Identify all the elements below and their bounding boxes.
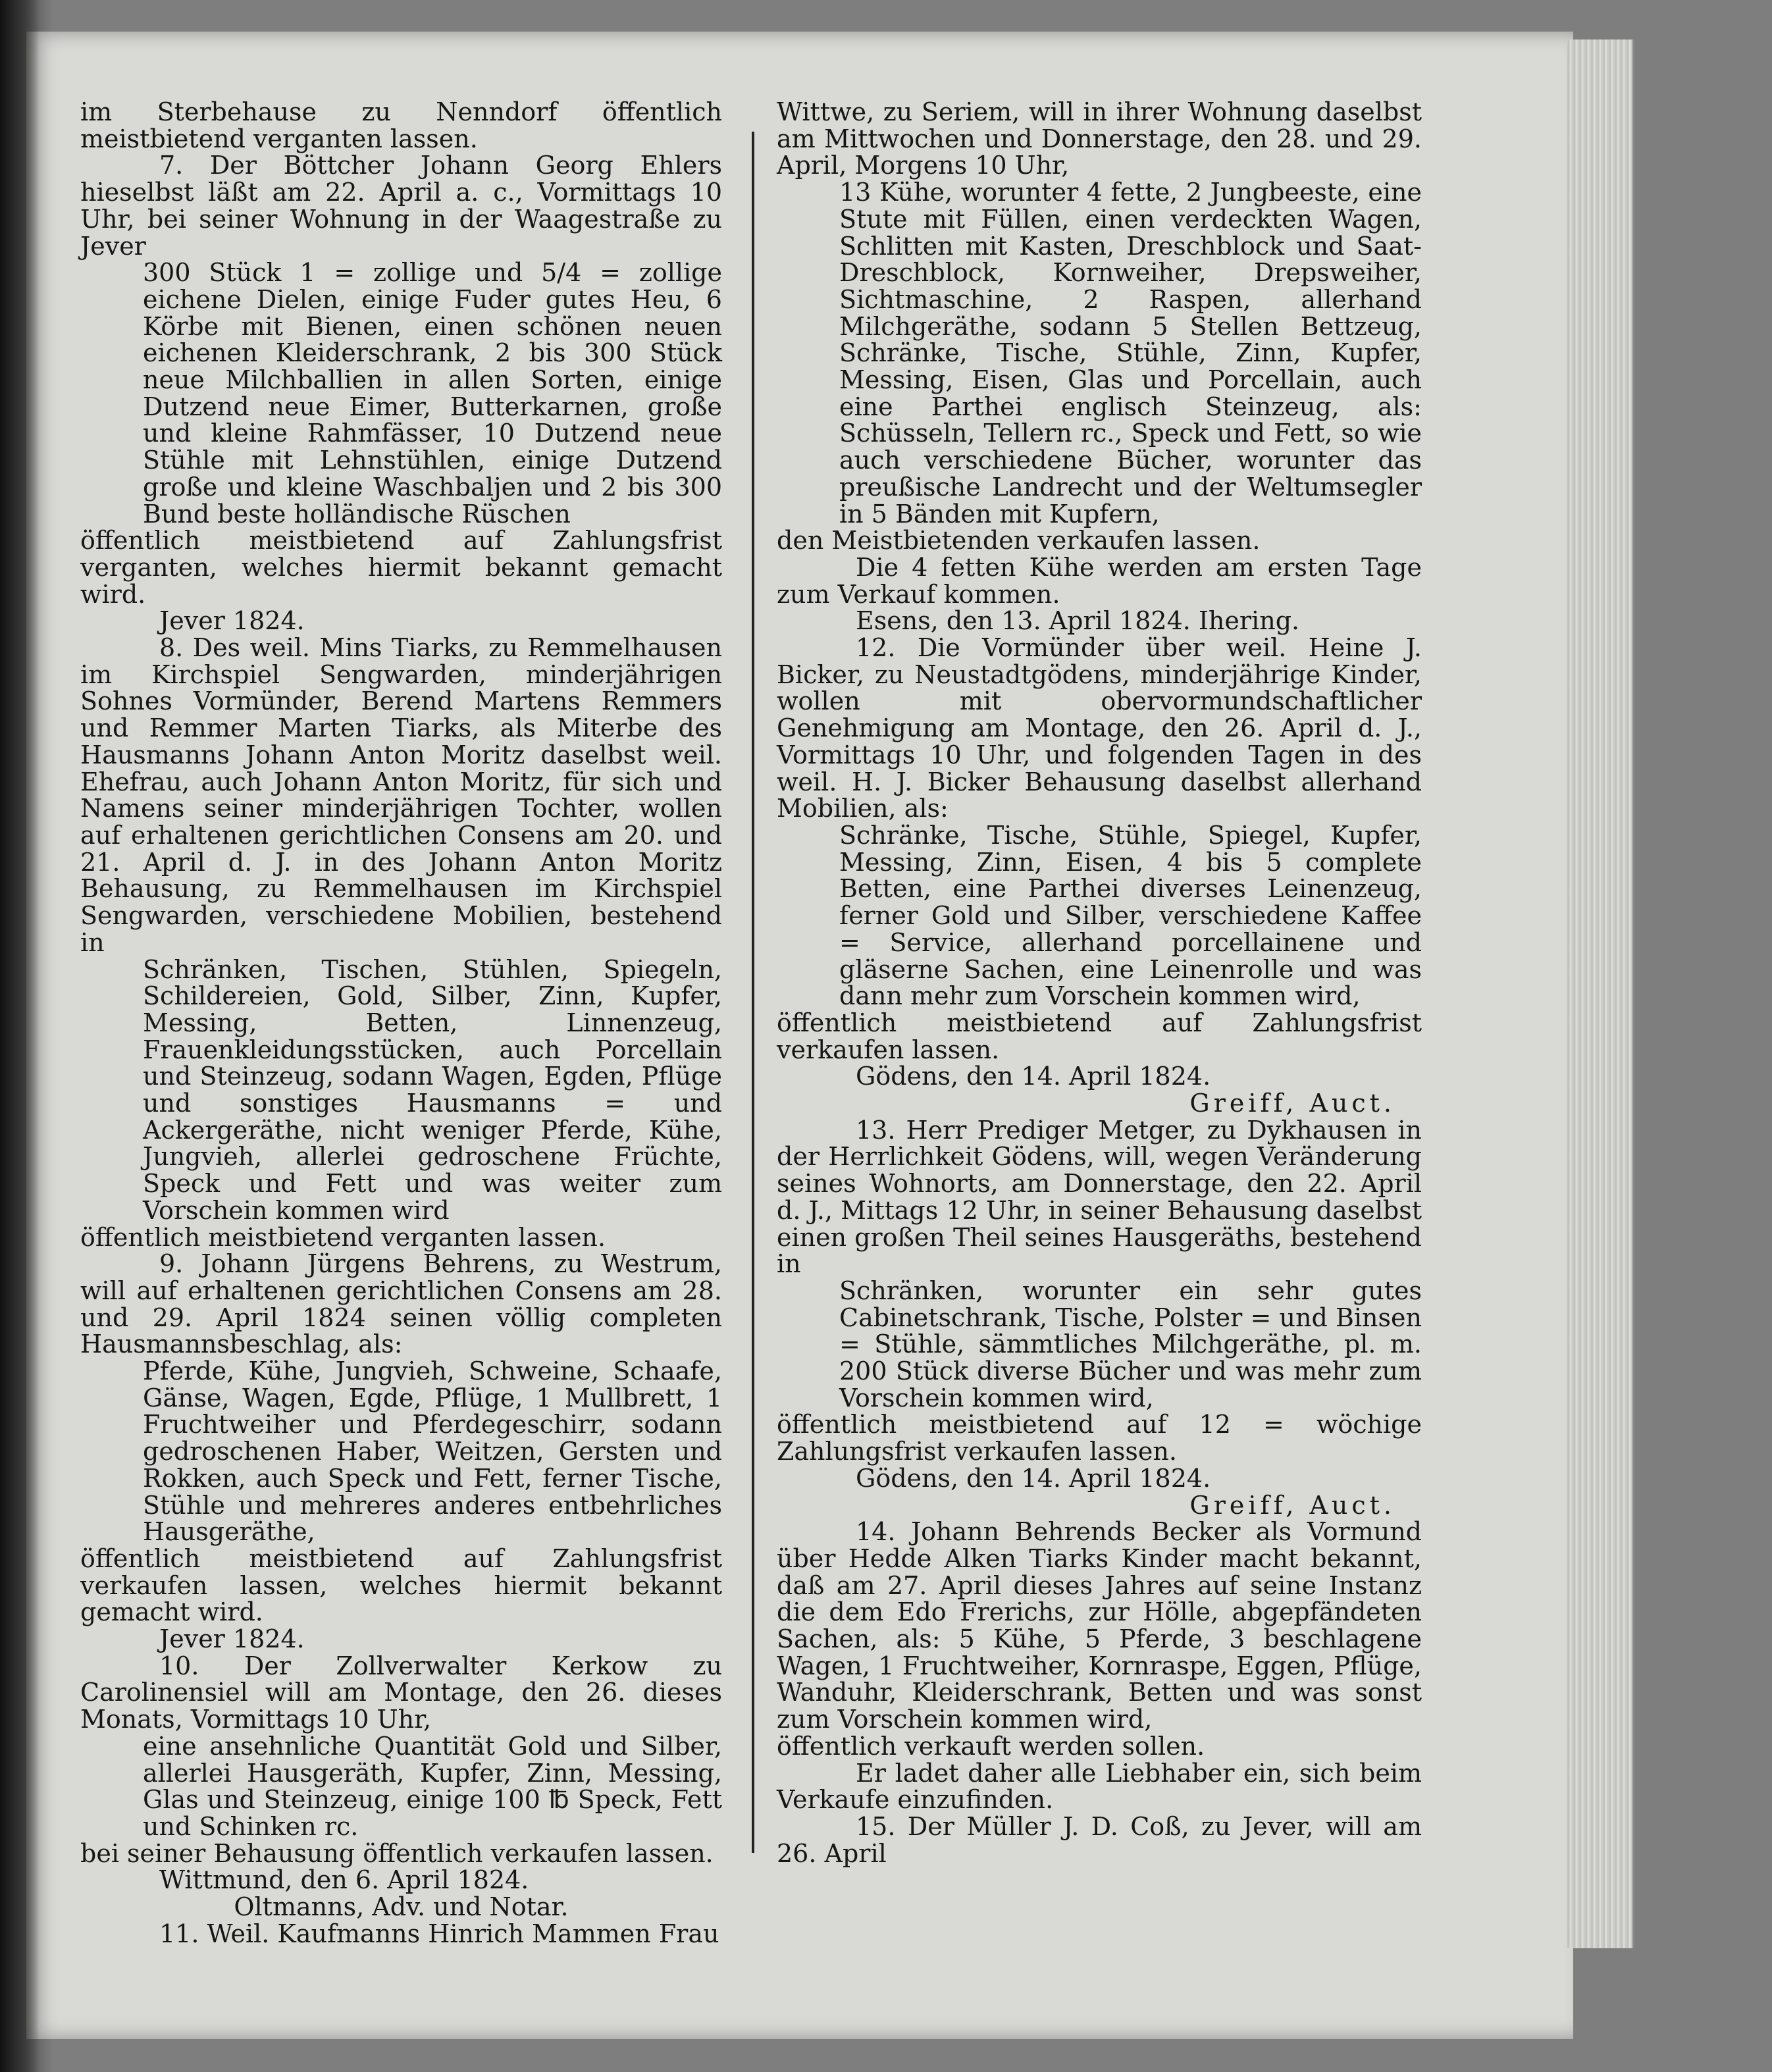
notice-paragraph: Er ladet daher alle Liebhaber ein, sich beim Verkaufe einzufinden.: [777, 1758, 1422, 1815]
notice-signature: Oltmanns, Adv. und Notar.: [234, 1892, 569, 1922]
notice-10-items: eine ansehnliche Quantität Gold und Silber, allerlei Hausgeräth, Kupfer, Zinn, Messing, Glas und Steinzeug, einige 100 ℔ Speck, Fett und Schinken rc.: [143, 1731, 722, 1841]
notice-11-intro: 11. Weil. Kaufmanns Hinrich Mammen Frau: [159, 1919, 719, 1948]
notice-signature: Greiff, Auct.: [1189, 1490, 1395, 1520]
notice-date-signature: Esens, den 13. April 1824. Ihering.: [856, 606, 1300, 636]
left-column: [80, 99, 722, 1948]
notice-7-items: 300 Stück 1 = zollige und 5/4 = zollige eichene Dielen, einige Fuder gutes Heu, 6 Körbe mit Bienen, einen schönen neuen eichenen Kleiderschrank, 2 bis 300 Stück neue Milchballien in allen Sorten, einige Dutzend neue Eimer, Butterkarnen, große und kleine Rahmfässer, 10 Dutzend neue Stühle mit Lehnstühlen, einige Dutzend große und kleine Waschbaljen und 2 bis 300 Bund beste holländische Rüschen: [143, 258, 722, 529]
notice-date: Gödens, den 14. April 1824.: [856, 1463, 1211, 1493]
notice-date: Wittmund, den 6. April 1824.: [159, 1865, 529, 1895]
notice-10-intro: 10. Der Zollverwalter Kerkow zu Carolinensiel will am Montage, den 26. dieses Monats, Vormittags 10 Uhr,: [80, 1651, 722, 1734]
notice-11-continued: Wittwe, zu Seriem, will in ihrer Wohnung daselbst am Mittwochen und Donnerstage, den 28. und 29. April, Morgens 10 Uhr,: [777, 97, 1422, 180]
notice-paragraph: öffentlich meistbietend auf Zahlungsfrist verganten, welches hiermit bekannt gemacht wird.: [80, 526, 722, 609]
notice-paragraph: öffentlich meistbietend auf 12 = wöchige Zahlungsfrist verkaufen lassen.: [777, 1410, 1422, 1466]
notice-paragraph: öffentlich meistbietend auf Zahlungsfrist verkaufen lassen, welches hiermit bekannt gemacht wird.: [80, 1543, 722, 1627]
notice-12-items: Schränke, Tische, Stühle, Spiegel, Kupfer, Messing, Zinn, Eisen, 4 bis 5 complete Betten, eine Parthei diverses Leinenzeug, ferner Gold und Silber, verschiedene Kaffee = Service, allerhand porcellainene und gläserne Sachen, eine Leinenrolle und was dann mehr zum Vorschein kommen wird,: [839, 820, 1422, 1011]
notice-8-intro: 8. Des weil. Mins Tiarks, zu Remmelhausen im Kirchspiel Sengwarden, minderjährigen Sohnes Vormünder, Berend Martens Remmers und Remmer Marten Tiarks, als Miterbe des Hausmanns Johann Anton Moritz daselbst weil. Ehefrau, auch Johann Anton Moritz, für sich und Namens seiner minderjährigen Tochter, wollen auf erhaltenen gerichtlichen Consens am 20. und 21. April d. J. in des Johann Anton Moritz Behausung, zu Remmelhausen im Kirchspiel Sengwarden, verschiedene Mobilien, bestehend in: [80, 633, 722, 957]
notice-14-intro: 14. Johann Behrends Becker als Vormund über Hedde Alken Tiarks Kinder macht bekannt, daß am 27. April dieses Jahres auf seine Instanz die dem Edo Frerichs, zur Hölle, abgepfändeten Sachen, als: 5 Kühe, 5 Pferde, 3 beschlagene Wagen, 1 Fruchtweiher, Kornraspe, Eggen, Pflüge, Wanduhr, Kleiderschrank, Betten und was sonst zum Vorschein kommen wird,: [777, 1517, 1422, 1734]
notice-date: Jever 1824.: [159, 606, 305, 636]
page-edges: [1567, 39, 1634, 1948]
notice-8-items: Schränken, Tischen, Stühlen, Spiegeln, Schildereien, Gold, Silber, Zinn, Kupfer, Messing, Betten, Linnenzeug, Frauenkleidungsstücken, auch Porcellain und Steinzeug, sodann Wagen, Egden, Pflüge und sonstiges Hausmanns = und Ackergeräthe, nicht weniger Pferde, Kühe, Jungvieh, allerlei gedroschene Früchte, Speck und Fett und was weiter zum Vorschein kommen wird: [143, 954, 722, 1225]
notice-paragraph: öffentlich verkauft werden sollen.: [777, 1731, 1205, 1761]
notice-13-intro: 13. Herr Prediger Metger, zu Dykhausen in der Herrlichkeit Gödens, will, wegen Veränderung seines Wohnorts, am Donnerstage, den 22. April d. J., Mittags 12 Uhr, in seiner Behausung daselbst einen großen Theil seines Hausgeräths, bestehend in: [777, 1115, 1422, 1279]
notice-9-intro: 9. Johann Jürgens Behrens, zu Westrum, will auf erhaltenen gerichtlichen Consens am 28. und 29. April 1824 seinen völlig completen Hausmannsbeschlag, als:: [80, 1249, 722, 1359]
notice-paragraph: Die 4 fetten Kühe werden am ersten Tage zum Verkauf kommen.: [777, 552, 1422, 609]
right-column: [777, 99, 1422, 1867]
binding-shadow: [0, 0, 39, 2072]
notice-paragraph: bei seiner Behausung öffentlich verkaufen lassen.: [80, 1838, 714, 1868]
notice-paragraph: öffentlich meistbietend auf Zahlungsfrist verkaufen lassen.: [777, 1008, 1422, 1064]
notice-11-items: 13 Kühe, worunter 4 fette, 2 Jungbeeste, eine Stute mit Füllen, einen verdeckten Wagen, Schlitten mit Kasten, Dreschblock und Saat-Dreschblock, Kornweiher, Drepsweiher, Sichtmaschine, 2 Raspen, allerhand Milchgeräthe, sodann 5 Stellen Bettzeug, Schränke, Tische, Stühle, Zinn, Kupfer, Messing, Eisen, Glas und Porcellain, auch eine Parthei englisch Steinzeug, als: Schüsseln, Tellern rc., Speck und Fett, so wie auch verschiedene Bücher, worunter das preußische Landrecht und der Weltumsegler in 5 Bänden mit Kupfern,: [839, 178, 1422, 529]
notice-paragraph: den Meistbietenden verkaufen lassen.: [777, 526, 1261, 556]
notice-7-intro: 7. Der Böttcher Johann Georg Ehlers hieselbst läßt am 22. April a. c., Vormittags 10 Uhr, bei seiner Wohnung in der Waagestraße zu Jever: [80, 151, 722, 261]
notice-signature: Greiff, Auct.: [1189, 1089, 1395, 1118]
notice-date: Gödens, den 14. April 1824.: [856, 1062, 1211, 1091]
notice-12-intro: 12. Die Vormünder über weil. Heine J. Bicker, zu Neustadtgödens, minderjährige Kinder, wollen mit obervormundschaftlicher Genehmigung am Montage, den 26. April d. J., Vormittags 10 Uhr, und folgenden Tagen in des weil. H. J. Bicker Behausung daselbst allerhand Mobilien, als:: [777, 633, 1422, 823]
notice-date: Jever 1824.: [159, 1624, 305, 1654]
notice-15-intro: 15. Der Müller J. D. Coß, zu Jever, will am 26. April: [777, 1812, 1422, 1868]
column-divider: [752, 132, 754, 1853]
notice-13-items: Schränken, worunter ein sehr gutes Cabinetschrank, Tische, Polster = und Binsen = Stühle, sämmtliches Milchgeräthe, pl. m. 200 Stück diverse Bücher und was mehr zum Vorschein kommen wird,: [839, 1276, 1422, 1412]
notice-9-items: Pferde, Kühe, Jungvieh, Schweine, Schaafe, Gänse, Wagen, Egde, Pflüge, 1 Mullbrett, 1 Fruchtweiher und Pferdegeschirr, sodann gedroschenen Haber, Weitzen, Gersten und Rokken, auch Speck und Fett, ferner Tische, Stühle und mehreres anderes entbehrliches Hausgeräthe,: [143, 1357, 722, 1547]
notice-paragraph: im Sterbehause zu Nenndorf öffentlich meistbietend verganten lassen.: [80, 97, 722, 153]
notice-paragraph: öffentlich meistbietend verganten lassen.: [80, 1222, 606, 1252]
